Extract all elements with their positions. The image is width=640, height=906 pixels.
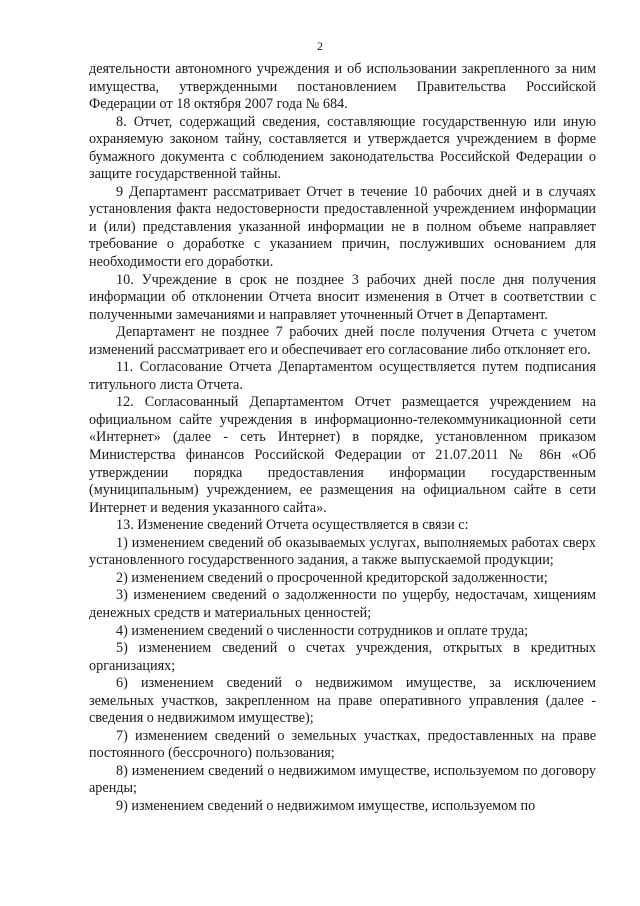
paragraph-item-9: 9 Департамент рассматривает Отчет в течение 10 рабочих дней и в случаях установления факта недостоверности предоставленной учреждением информации и (или) представления указанной информации не в полном объеме направляет требование о доработке с указанием причин, послуживших основанием для необходимости его доработки. [89, 183, 596, 271]
paragraph-item-12: 12. Согласованный Департаментом Отчет размещается учреждением на официальном сайте учреждения в информационно-телекоммуникационной сети «Интернет» (далее - сеть Интернет) в порядке, установленном приказом Министерства финансов Российской Федерации от 21.07.2011 № 86н «Об утверждении порядка предоставления информации государственным (муниципальным) учреждением, ее размещения на официальном сайте в сети Интернет и ведения указанного сайта». [89, 394, 596, 516]
list-item-2: 2) изменением сведений о просроченной кредиторской задолженности; [116, 569, 548, 586]
list-item-1: 1) изменением сведений об оказываемых услугах, выполняемых работах сверх установленного государственного задания, а также выпускаемой продукции; [89, 534, 596, 569]
paragraph-department-review: Департамент не позднее 7 рабочих дней после получения Отчета с учетом изменений рассматривает его и обеспечивает его согласование либо отклоняет его. [89, 324, 596, 358]
list-item-6: 6) изменением сведений о недвижимом имуществе, за исключением земельных участков, закрепленном на праве оперативного управления (далее - сведения о недвижимом имуществе); [89, 675, 596, 727]
page-number: 2 [317, 39, 323, 53]
list-item-4: 4) изменением сведений о численности сотрудников и оплате труда; [116, 622, 529, 639]
list-item-9: 9) изменением сведений о недвижимом имуществе, используемом по [116, 797, 536, 814]
paragraph-item-8: 8. Отчет, содержащий сведения, составляющие государственную или иную охраняемую законом тайну, составляется и утверждается учреждением в форме бумажного документа с соблюдением законодательства Российской Федерации о защите государственной тайны. [89, 113, 596, 183]
paragraph-item-13: 13. Изменение сведений Отчета осуществляется в связи с: [116, 517, 469, 534]
paragraph-item-11: 11. Согласование Отчета Департаментом осуществляется путем подписания титульного листа Отчета. [89, 359, 596, 393]
list-item-5: 5) изменением сведений о счетах учреждения, открытых в кредитных организациях; [89, 640, 596, 674]
paragraph-continuation: деятельности автономного учреждения и об использовании закрепленного за ним имущества, утвержденными постановлением Правительства Российской Федерации от 18 октября 2007 года № 684. [89, 61, 596, 113]
list-item-3: 3) изменением сведений о задолженности по ущербу, недостачам, хищениям денежных средств и материальных ценностей; [89, 587, 596, 621]
paragraph-item-10: 10. Учреждение в срок не позднее 3 рабочих дней после дня получения информации об отклонении Отчета вносит изменения в Отчет в соответствии с полученными замечаниями и направляет уточненный Отчет в Департамент. [89, 271, 596, 323]
document-body [89, 61, 596, 816]
list-item-7: 7) изменением сведений о земельных участках, предоставленных на праве постоянного (бессрочного) пользования; [89, 727, 596, 762]
list-item-8: 8) изменением сведений о недвижимом имуществе, используемом по договору аренды; [89, 762, 596, 797]
